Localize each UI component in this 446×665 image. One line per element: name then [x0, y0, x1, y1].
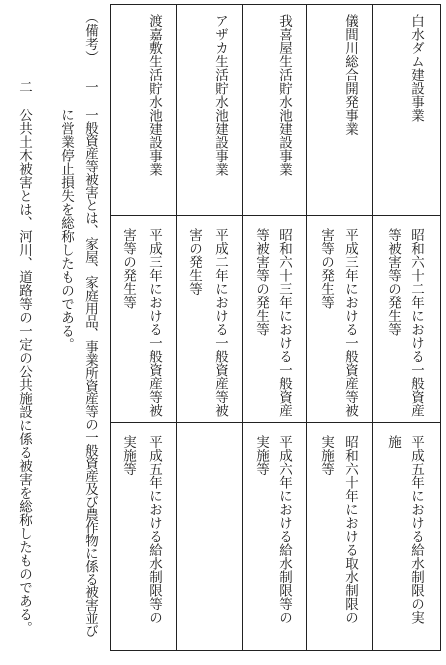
- notes-label: （備考）: [82, 10, 98, 64]
- project-name: アザカ生活貯水池建設事業: [212, 14, 228, 176]
- cause-text: 昭和六十三年における一般資産: [276, 228, 292, 417]
- cause-text: 害等の発生等: [318, 228, 334, 309]
- project-name: 儀間川総合開発事業: [342, 14, 358, 136]
- table-col-divider-3: [242, 4, 243, 650]
- effect-text: 実施等: [253, 435, 269, 476]
- project-name: 渡嘉敷生活貯水池建設事業: [146, 14, 162, 176]
- effect-text: 実施等: [120, 435, 136, 476]
- cause-text: 平成二年における一般資産等被: [212, 228, 228, 417]
- effect-text: 実施等: [318, 435, 334, 476]
- note-1-line-2: に営業停止損失を総称したものである。: [58, 108, 74, 351]
- effect-text: 昭和六十年における取水制限の: [342, 435, 358, 624]
- note-2-number: 二: [16, 80, 32, 94]
- table-col-divider-1: [372, 4, 373, 650]
- table-bottom-border: [110, 650, 441, 651]
- effect-text: 平成五年における給水制限等の: [146, 435, 162, 624]
- cause-text: 昭和六十二年における一般資産: [408, 228, 424, 417]
- table-row-divider-2: [110, 422, 441, 423]
- table-left-border: [110, 4, 111, 650]
- cause-text: 害の発生等: [186, 228, 202, 296]
- cause-text: 等被害等の発生等: [385, 228, 401, 336]
- note-1-number: 一: [82, 80, 98, 94]
- table-top-border: [110, 4, 441, 5]
- cause-text: 平成三年における一般資産等被: [146, 228, 162, 417]
- effect-text: 平成五年における給水制限の実: [408, 435, 424, 624]
- table-row-divider-1: [110, 215, 441, 216]
- cause-text: 平成三年における一般資産等被: [342, 228, 358, 417]
- table-col-divider-2: [306, 4, 307, 650]
- table-col-divider-4: [176, 4, 177, 650]
- note-1-line-1: 一般資産等被害とは、家屋、家庭用品、事業所資産等の一般資産及び農作物に係る被害並び: [82, 108, 98, 637]
- cause-text: 害等の発生等: [120, 228, 136, 309]
- project-name: 白水ダム建設事業: [408, 14, 424, 122]
- table-right-border: [440, 4, 441, 650]
- note-2-line: 公共土木被害とは、河川、道路等の一定の公共施設に係る被害を総称したものである。: [16, 108, 32, 635]
- effect-text: 平成六年における給水制限等の: [276, 435, 292, 624]
- cause-text: 等被害等の発生等: [253, 228, 269, 336]
- effect-text: 施: [385, 435, 401, 449]
- project-name: 我喜屋生活貯水池建設事業: [276, 14, 292, 176]
